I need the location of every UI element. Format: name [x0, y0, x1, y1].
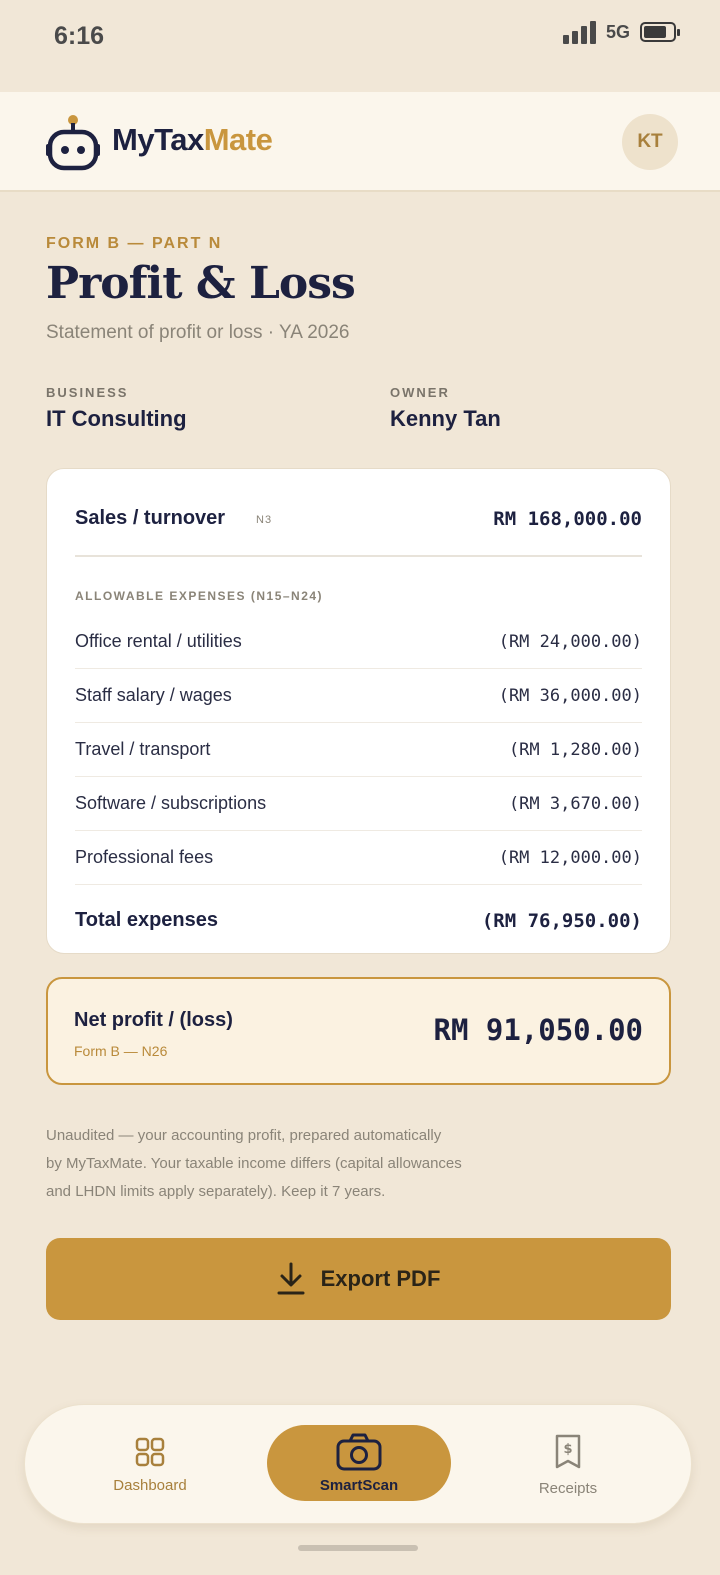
expenses-section-label: ALLOWABLE EXPENSES (N15–N24) [75, 589, 324, 603]
nav-item-receipts[interactable] [503, 1405, 633, 1525]
expenses-list [75, 615, 642, 885]
expense-value: (RM 12,000.00) [498, 848, 642, 868]
brand-name-part1: MyTax [112, 122, 204, 157]
home-indicator [298, 1545, 418, 1551]
sales-value: RM 168,000.00 [493, 508, 642, 530]
net-profit-value: RM 91,050.00 [433, 1013, 643, 1047]
total-expenses-label: Total expenses [75, 909, 219, 931]
svg-text:$: $ [563, 1441, 573, 1457]
expense-value: (RM 3,670.00) [508, 794, 642, 814]
sales-row [75, 505, 642, 535]
nav-item-smartscan[interactable] [267, 1425, 451, 1501]
signal-icon [563, 20, 596, 44]
disclaimer-line: Unaudited — your accounting profit, prepared automatically [46, 1127, 442, 1144]
expense-row [75, 723, 642, 777]
brand-name-part2: Mate [203, 122, 273, 157]
expense-row [75, 777, 642, 831]
battery-icon [640, 22, 676, 42]
disclaimer-line: and LHDN limits apply separately). Keep it 7 years. [46, 1183, 386, 1200]
robot-logo-icon [46, 114, 100, 172]
form-eyebrow: FORM B — PART N [46, 235, 223, 252]
brand-name [112, 122, 272, 158]
status-indicators [563, 20, 676, 44]
network-label: 5G [605, 21, 630, 42]
net-profit-form-ref: Form B — N26 [74, 1043, 168, 1059]
nav-label-smartscan: SmartScan [319, 1476, 399, 1494]
status-time: 6:16 [54, 22, 105, 50]
expense-row [75, 831, 642, 885]
divider [75, 555, 642, 557]
nav-item-dashboard[interactable] [85, 1405, 215, 1525]
avatar[interactable]: KT [622, 114, 678, 170]
net-profit-label: Net profit / (loss) [74, 1009, 233, 1031]
disclaimer-line: by MyTaxMate. Your taxable income differs (capital allowances [46, 1155, 462, 1172]
bottom-nav [24, 1404, 692, 1524]
business-value: IT Consulting [46, 406, 187, 431]
grid-icon [135, 1437, 165, 1467]
expense-value: (RM 24,000.00) [498, 632, 642, 652]
expense-row [75, 615, 642, 669]
nav-label-receipts: Receipts [538, 1479, 598, 1497]
expense-label: Office rental / utilities [75, 631, 242, 651]
export-pdf-button[interactable] [46, 1238, 671, 1320]
expense-label: Software / subscriptions [75, 793, 267, 813]
expense-label: Travel / transport [75, 739, 211, 759]
net-profit-card [46, 977, 671, 1085]
sales-code: N3 [256, 514, 273, 526]
page-title: Profit & Loss [46, 258, 355, 309]
total-expenses-value: (RM 76,950.00) [481, 910, 642, 932]
app-header [0, 92, 720, 192]
camera-icon [336, 1433, 382, 1471]
page-subtitle: Statement of profit or loss · YA 2026 [46, 322, 350, 343]
sales-label: Sales / turnover [75, 507, 226, 529]
export-pdf-label: Export PDF [320, 1266, 441, 1291]
disclaimer-text [46, 1122, 506, 1206]
expense-label: Staff salary / wages [75, 685, 232, 705]
expense-row [75, 669, 642, 723]
expense-label: Professional fees [75, 847, 214, 867]
expense-value: (RM 1,280.00) [508, 740, 642, 760]
download-icon [277, 1262, 305, 1296]
statement-card [46, 468, 671, 954]
owner-label: OWNER [390, 385, 450, 400]
receipt-icon [554, 1434, 582, 1470]
owner-value: Kenny Tan [390, 406, 501, 431]
expense-value: (RM 36,000.00) [498, 686, 642, 706]
total-expenses-row [75, 909, 642, 939]
business-label: BUSINESS [46, 385, 129, 400]
nav-label-dashboard: Dashboard [113, 1476, 187, 1494]
status-bar [0, 0, 720, 92]
